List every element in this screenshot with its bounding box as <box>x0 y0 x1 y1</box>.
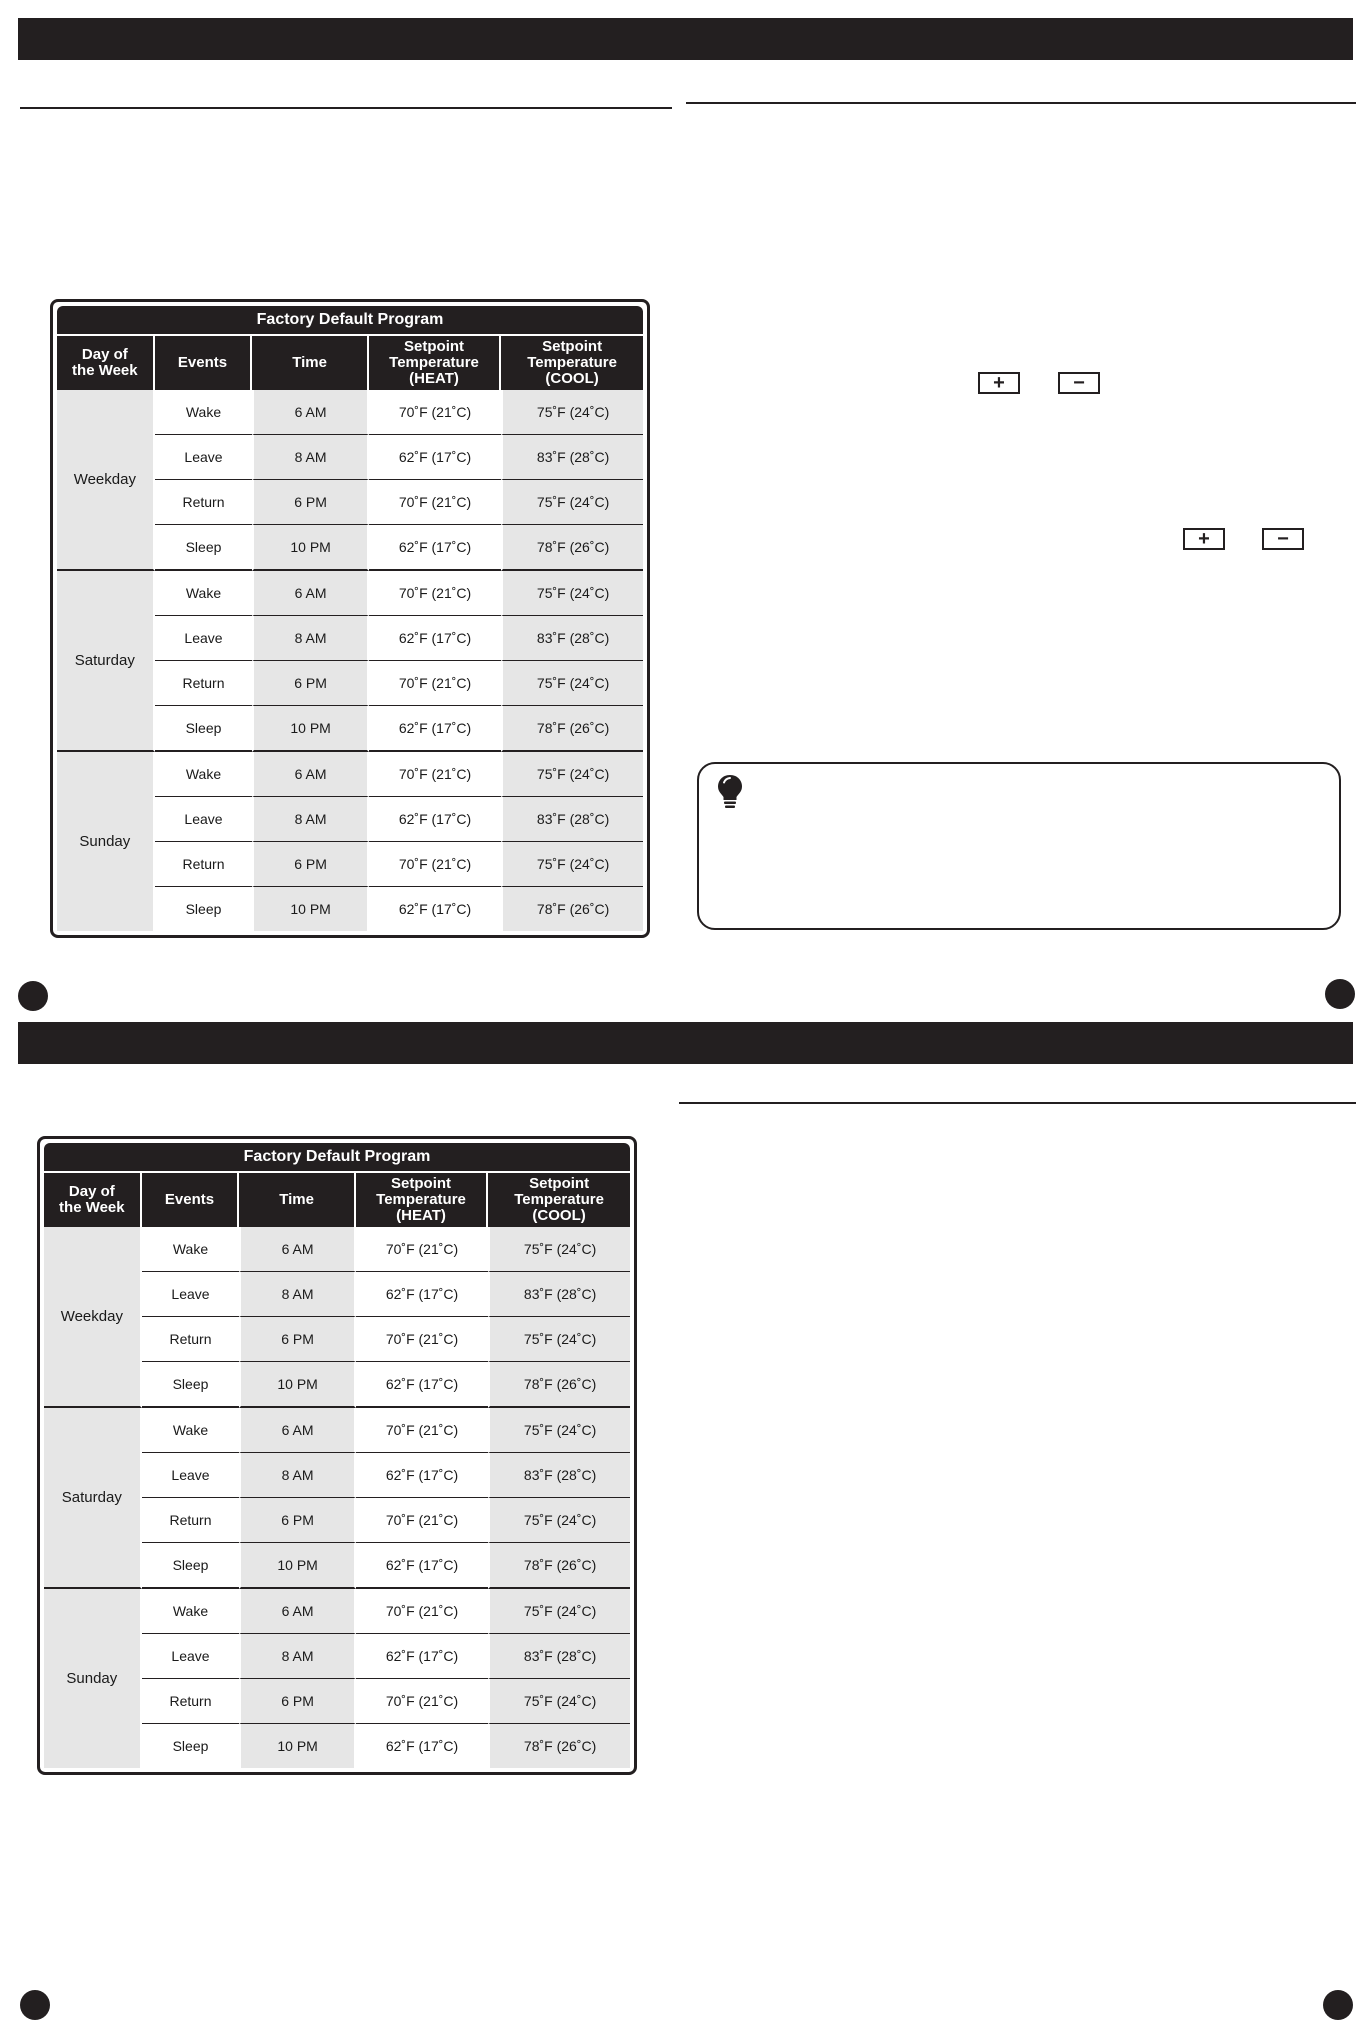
event-cell: Leave <box>142 1272 240 1317</box>
header-cool <box>488 1171 630 1227</box>
header-time: Time <box>239 1171 356 1227</box>
time-cell: 10 PM <box>239 1362 356 1408</box>
table-row <box>57 752 643 797</box>
table-row <box>57 571 643 616</box>
event-cell: Return <box>142 1679 240 1724</box>
time-cell: 8 AM <box>239 1272 356 1317</box>
event-cell: Wake <box>142 1589 240 1634</box>
cool-cell: 78˚F (26˚C) <box>501 525 643 571</box>
header-line: Temperature <box>514 1191 604 1208</box>
cool-cell: 83˚F (28˚C) <box>501 797 643 842</box>
header-line: Day of <box>81 346 128 363</box>
cool-cell: 75˚F (24˚C) <box>501 571 643 616</box>
day-cell: Saturday <box>57 571 155 752</box>
page1-right-rule <box>686 102 1356 104</box>
table-row <box>44 1589 630 1634</box>
event-cell: Sleep <box>142 1362 240 1408</box>
tip-box <box>697 762 1341 930</box>
event-cell: Sleep <box>155 706 253 752</box>
lightbulb-icon <box>717 774 743 815</box>
cool-cell: 75˚F (24˚C) <box>488 1408 630 1453</box>
time-cell: 6 AM <box>252 571 369 616</box>
program-table-2 <box>37 1136 637 1775</box>
cool-cell: 83˚F (28˚C) <box>501 435 643 480</box>
time-cell: 10 PM <box>239 1543 356 1589</box>
event-cell: Leave <box>142 1634 240 1679</box>
plus-button[interactable]: + <box>1183 528 1225 550</box>
page-marker-dot <box>1325 979 1355 1009</box>
heat-cell: 62˚F (17˚C) <box>369 435 501 480</box>
heat-cell: 62˚F (17˚C) <box>356 1453 488 1498</box>
table-title: Factory Default Program <box>57 306 643 334</box>
heat-cell: 70˚F (21˚C) <box>356 1227 488 1272</box>
heat-cell: 70˚F (21˚C) <box>369 842 501 887</box>
time-cell: 8 AM <box>252 435 369 480</box>
time-cell: 6 AM <box>239 1408 356 1453</box>
time-cell: 10 PM <box>252 525 369 571</box>
heat-cell: 62˚F (17˚C) <box>356 1724 488 1768</box>
header-heat <box>369 334 501 390</box>
time-cell: 10 PM <box>252 887 369 931</box>
event-cell: Wake <box>155 390 253 435</box>
heat-cell: 62˚F (17˚C) <box>356 1362 488 1408</box>
time-cell: 6 AM <box>252 390 369 435</box>
heat-cell: 70˚F (21˚C) <box>369 390 501 435</box>
heat-cell: 70˚F (21˚C) <box>369 480 501 525</box>
header-day-of-week <box>57 334 155 390</box>
heat-cell: 70˚F (21˚C) <box>369 661 501 706</box>
minus-button[interactable]: − <box>1058 372 1100 394</box>
event-cell: Leave <box>155 797 253 842</box>
heat-cell: 62˚F (17˚C) <box>369 887 501 931</box>
time-cell: 10 PM <box>239 1724 356 1768</box>
event-cell: Return <box>142 1498 240 1543</box>
page2-header-bar <box>18 1022 1353 1064</box>
header-line: Setpoint <box>391 1175 452 1192</box>
heat-cell: 62˚F (17˚C) <box>356 1634 488 1679</box>
heat-cell: 70˚F (21˚C) <box>369 571 501 616</box>
cool-cell: 75˚F (24˚C) <box>501 480 643 525</box>
header-line: Temperature <box>389 354 479 371</box>
event-cell: Return <box>155 480 253 525</box>
cool-cell: 78˚F (26˚C) <box>488 1724 630 1768</box>
event-cell: Wake <box>142 1408 240 1453</box>
table-title: Factory Default Program <box>44 1143 630 1171</box>
header-line: (HEAT) <box>409 370 459 387</box>
event-cell: Wake <box>142 1227 240 1272</box>
cool-cell: 78˚F (26˚C) <box>488 1543 630 1589</box>
event-cell: Return <box>142 1317 240 1362</box>
header-line: Setpoint <box>542 338 603 355</box>
cool-cell: 83˚F (28˚C) <box>488 1272 630 1317</box>
event-cell: Sleep <box>142 1543 240 1589</box>
heat-cell: 62˚F (17˚C) <box>369 706 501 752</box>
time-cell: 8 AM <box>239 1453 356 1498</box>
heat-cell: 70˚F (21˚C) <box>356 1317 488 1362</box>
cool-cell: 83˚F (28˚C) <box>488 1634 630 1679</box>
header-line: Day of <box>68 1183 115 1200</box>
schedule-table <box>44 1171 630 1768</box>
table-row <box>57 390 643 435</box>
table-row <box>44 1408 630 1453</box>
page-marker-dot <box>18 981 48 1011</box>
time-cell: 6 PM <box>252 842 369 887</box>
cool-cell: 75˚F (24˚C) <box>488 1679 630 1724</box>
header-line: (COOL) <box>532 1207 586 1224</box>
time-cell: 8 AM <box>239 1634 356 1679</box>
heat-cell: 62˚F (17˚C) <box>369 797 501 842</box>
cool-cell: 75˚F (24˚C) <box>501 661 643 706</box>
event-cell: Return <box>155 842 253 887</box>
time-cell: 6 AM <box>239 1227 356 1272</box>
heat-cell: 70˚F (21˚C) <box>369 752 501 797</box>
header-line: Temperature <box>376 1191 466 1208</box>
page1-header-bar <box>18 18 1353 60</box>
cool-cell: 75˚F (24˚C) <box>488 1589 630 1634</box>
header-events: Events <box>142 1171 240 1227</box>
event-cell: Sleep <box>142 1724 240 1768</box>
time-cell: 6 AM <box>239 1589 356 1634</box>
schedule-table <box>57 334 643 931</box>
event-cell: Leave <box>155 435 253 480</box>
event-cell: Leave <box>142 1453 240 1498</box>
header-line: the Week <box>72 362 138 379</box>
time-cell: 6 PM <box>239 1317 356 1362</box>
program-table-1 <box>50 299 650 938</box>
header-line: Setpoint <box>404 338 465 355</box>
header-line: Temperature <box>527 354 617 371</box>
time-cell: 8 AM <box>252 797 369 842</box>
plus-button[interactable]: + <box>978 372 1020 394</box>
table-row <box>44 1227 630 1272</box>
event-cell: Sleep <box>155 525 253 571</box>
heat-cell: 62˚F (17˚C) <box>369 525 501 571</box>
time-cell: 6 PM <box>239 1498 356 1543</box>
time-cell: 6 PM <box>252 661 369 706</box>
heat-cell: 70˚F (21˚C) <box>356 1679 488 1724</box>
time-cell: 6 AM <box>252 752 369 797</box>
heat-cell: 70˚F (21˚C) <box>356 1408 488 1453</box>
page-marker-dot <box>1323 1990 1353 2020</box>
header-line: Setpoint <box>529 1175 590 1192</box>
header-heat <box>356 1171 488 1227</box>
cool-cell: 75˚F (24˚C) <box>501 752 643 797</box>
header-cool <box>501 334 643 390</box>
header-events: Events <box>155 334 253 390</box>
cool-cell: 75˚F (24˚C) <box>501 390 643 435</box>
day-cell: Weekday <box>44 1227 142 1408</box>
cool-cell: 83˚F (28˚C) <box>501 616 643 661</box>
cool-cell: 78˚F (26˚C) <box>501 706 643 752</box>
day-cell: Sunday <box>57 752 155 931</box>
event-cell: Sleep <box>155 887 253 931</box>
cool-cell: 75˚F (24˚C) <box>488 1227 630 1272</box>
page-marker-dot <box>20 1990 50 2020</box>
time-cell: 6 PM <box>252 480 369 525</box>
heat-cell: 62˚F (17˚C) <box>356 1543 488 1589</box>
day-cell: Weekday <box>57 390 155 571</box>
heat-cell: 62˚F (17˚C) <box>356 1272 488 1317</box>
header-time: Time <box>252 334 369 390</box>
heat-cell: 62˚F (17˚C) <box>369 616 501 661</box>
day-cell: Saturday <box>44 1408 142 1589</box>
time-cell: 6 PM <box>239 1679 356 1724</box>
day-cell: Sunday <box>44 1589 142 1768</box>
time-cell: 8 AM <box>252 616 369 661</box>
event-cell: Leave <box>155 616 253 661</box>
heat-cell: 70˚F (21˚C) <box>356 1589 488 1634</box>
cool-cell: 75˚F (24˚C) <box>488 1498 630 1543</box>
cool-cell: 75˚F (24˚C) <box>488 1317 630 1362</box>
minus-button[interactable]: − <box>1262 528 1304 550</box>
page2-right-rule <box>679 1102 1356 1104</box>
event-cell: Wake <box>155 571 253 616</box>
header-line: (HEAT) <box>396 1207 446 1224</box>
event-cell: Return <box>155 661 253 706</box>
header-line: the Week <box>59 1199 125 1216</box>
header-day-of-week <box>44 1171 142 1227</box>
heat-cell: 70˚F (21˚C) <box>356 1498 488 1543</box>
page1-left-rule <box>20 107 672 109</box>
event-cell: Wake <box>155 752 253 797</box>
cool-cell: 78˚F (26˚C) <box>501 887 643 931</box>
time-cell: 10 PM <box>252 706 369 752</box>
header-line: (COOL) <box>545 370 599 387</box>
cool-cell: 78˚F (26˚C) <box>488 1362 630 1408</box>
cool-cell: 75˚F (24˚C) <box>501 842 643 887</box>
cool-cell: 83˚F (28˚C) <box>488 1453 630 1498</box>
